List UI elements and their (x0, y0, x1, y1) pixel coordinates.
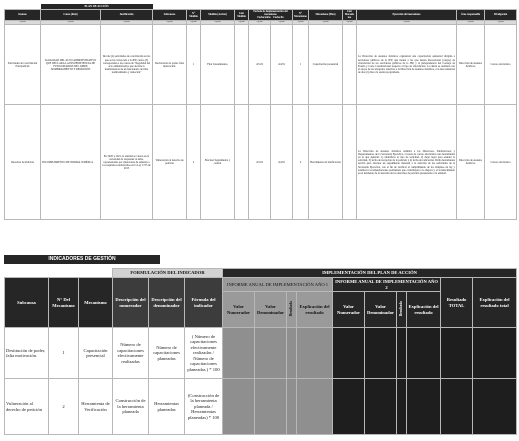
subcausa-cell: Destitución de poder, falta motivación. (5, 328, 49, 379)
desc-denominador-cell: Herramientas planeadas (149, 379, 185, 435)
explicacion-total-cell[interactable] (473, 328, 517, 379)
col-n-mecanismo: N° Mecanismo (293, 9, 309, 20)
ayuda-cell: Ayuda (343, 20, 357, 25)
explicacion-total-cell[interactable] (473, 379, 517, 435)
mecanismo-cell: Herramienta de Verificación (309, 105, 343, 220)
cod-medida-cell (235, 105, 249, 220)
subcausa-header: Subcausa (5, 278, 49, 328)
area-cell: Dirección de Asuntos Jurídicos (457, 25, 485, 105)
action-plan-table (4, 4, 517, 220)
formula-cell: ( Número de capacitaciones efectivamente realizadas / Número de capacitaciones planeadas ) * 100 (185, 328, 223, 379)
ayuda-cell: Ayuda (271, 20, 293, 25)
cod-mecanismo-cell (343, 105, 357, 220)
cod-mecanismo-cell (343, 25, 357, 105)
table-row (5, 25, 517, 105)
col-justificacion: Justificación (101, 9, 153, 20)
ejecucion-cell: La Dirección de Asuntos Jurídicos organizará una capacitación semestral dirigida a servidores públicos de la JEP, que tienen a los que tienen discrecional (cargos) de vinculación de los servidores públicos de la JEP, y la jurisprudencia del Consejo de Estado y Corte Constitucional respecto al tipo de vinculación. La charla se realizará con el apoyo de los abogados adscritos a la Dirección de Asuntos Jurídicos, con una asistencia de dos (2) días a la sesión programada. (357, 25, 457, 105)
valor-denominador-1-cell[interactable] (255, 379, 287, 435)
ayuda-cell: Ayuda (235, 20, 249, 25)
resultado-1-cell (287, 379, 297, 435)
resultado-total-cell (441, 328, 473, 379)
ayuda-cell: Ayuda (249, 20, 271, 25)
explicacion-2-cell[interactable] (407, 328, 441, 379)
resultado-2-cell (397, 379, 407, 435)
explicacion-1-cell[interactable] (297, 328, 333, 379)
valor-numerador-2-cell[interactable] (333, 379, 365, 435)
explicacion-2-header: Explicación del resultado (407, 292, 441, 328)
indicadores-title: INDICADORES DE GESTIÓN (4, 255, 160, 264)
valor-numerador-2-header: Valor Numerador (333, 292, 365, 328)
justificacion-cell: De tale (4) solicitudes de conciliación en las que se ha convocado a la JEP, cuatro (3) corresponden a las causas de "Ilegalidad del acto administrativo que declara la insubsistencia de un funcionario de libre nombramiento y remoción" (101, 25, 153, 105)
fecha-fin-label: Fecha fin (273, 16, 284, 20)
n-medida-cell: 2 (187, 105, 201, 220)
resultado-2-cell (397, 328, 407, 379)
valor-denominador-1-header: Valor Denominador (255, 292, 287, 328)
mecanismo-cell: Capacitación presencial (309, 25, 343, 105)
ayuda-cell: Ayuda (5, 20, 41, 25)
ayuda-cell: Ayuda (101, 20, 153, 25)
resultado-2-header (397, 292, 407, 328)
fecha-fin-cell: 4/4/91 (271, 25, 293, 105)
n-medida-cell: 1 (187, 25, 201, 105)
ayuda-cell: Ayuda (309, 20, 343, 25)
explicacion-2-cell[interactable] (407, 379, 441, 435)
formula-cell: (Construcción de la herramienta planeada / Herramientas planeadas) * 100 (185, 379, 223, 435)
desc-denominador-cell: Número de capacitaciones planeadas (149, 328, 185, 379)
n-mecanismo-cell: 1 (293, 25, 309, 105)
col-ejecucion: Ejecución del mecanismo (357, 9, 457, 20)
col-divulgacion: Divulgación (485, 9, 517, 20)
ayuda-cell: Ayuda (187, 20, 201, 25)
informe-ano-1: INFORME ANUAL DE IMPLEMENTACIÓN AÑO 1 (223, 278, 333, 292)
valor-denominador-2-cell[interactable] (365, 328, 397, 379)
medida-cell: Efectuar Seguimiento y control (201, 105, 235, 220)
table-row (5, 105, 517, 220)
table-row (5, 328, 517, 379)
mecanismo-cell: Capacitación presencial (79, 328, 113, 379)
cod-medida-cell (235, 25, 249, 105)
subcausa-cell: Vulneración al derecho de petición (153, 105, 187, 220)
divulgacion-cell: Correo electrónico (485, 25, 517, 105)
n-mecanismo-cell: 1 (49, 328, 79, 379)
col-periodo (249, 9, 293, 20)
insumo-cell: Solicitudes de Conciliación Extrajudicial (5, 25, 41, 105)
valor-denominador-2-header: Valor Denominador (365, 292, 397, 328)
insumo-cell: Derechos de Petición (5, 105, 41, 220)
col-causa: Causa (Raíz) (41, 9, 101, 20)
explicacion-total-header: Explicación del resultado total (473, 278, 517, 328)
ayuda-cell: Ayuda (293, 20, 309, 25)
resultado-total-header: Resultado TOTAL (441, 278, 473, 328)
ayuda-cell: Ayuda (485, 20, 517, 25)
ayuda-cell: Ayuda (41, 20, 101, 25)
resultado-1-cell (287, 328, 297, 379)
resultado-1-header (287, 292, 297, 328)
ayuda-cell: Ayuda (357, 20, 457, 25)
plan-accion-header: PLAN DE ACCIÓN (41, 4, 153, 9)
col-area: Área responsable (457, 9, 485, 20)
subcausa-cell: Vulneración al derecho de petición (5, 379, 49, 435)
col-medida: Medida (Acción) (201, 9, 235, 20)
desc-numerador-cell: Número de capacitaciones efectivamente realizadas (113, 328, 149, 379)
resultado-1-label: Resultado (289, 301, 294, 317)
justificacion-cell: En 2020 y 2021, la entidad se vieron en la necesidad de responder al tema, representadas por situaciones de omisión a los requisitos establecidos en la Ley 1755 de 2015 (101, 105, 153, 220)
fecha-inicio-cell: 4/3/22 (249, 25, 271, 105)
col-insumo: Insumo (5, 9, 41, 20)
resultado-total-cell (441, 379, 473, 435)
causa-cell: IGUALDAD DEL ACTO ADMINISTRATIVO QUE DECLARA LA INSUBSISTENCIA DE FUNCIONARIOS DEL LIBRE NOMBRAMIENTO Y REMOCIÓN (41, 25, 101, 105)
fecha-fin-cell: 4/4/91 (271, 105, 293, 220)
desc-denominador-header: Descripción del denominador (149, 278, 185, 328)
col-subcausas: Subcausas (153, 9, 187, 20)
resultado-2-label: Resultado (399, 301, 404, 317)
col-cod-mecanismo: Cód. Mecanismo (343, 9, 357, 20)
valor-denominador-2-cell[interactable] (365, 379, 397, 435)
valor-numerador-1-cell[interactable] (223, 328, 255, 379)
col-n-medida: N° Medida (187, 9, 201, 20)
col-mecanismo: Mecanismo (Plan) (309, 9, 343, 20)
table-row (5, 379, 517, 435)
mecanismo-cell: Herramienta de Verificación (79, 379, 113, 435)
ayuda-cell: Ayuda (201, 20, 235, 25)
explicacion-1-cell[interactable] (297, 379, 333, 435)
subcausa-cell: Declaración de poder, falta motivación. (153, 25, 187, 105)
mecanismo-header: Mecanismo (79, 278, 113, 328)
ejecucion-cell: La Dirección de Asuntos Jurídicos remitirá a los Directores, Subdirectores y Departamentos de la Secretaría Ejecutiva, a través de correo electrónico una herramienta en la que deberán: 1) identificar el tipo de solicitud, 2) dejar legal para atender la solicitud, 3) fecha de recepción de la petición y 4) fecha de radicación. Dicha herramienta servirá para efectuar un seguimiento mensual a la atención de las solicitudes de la Secretaría Ejecutiva, con el fin de verificar el cumplimiento de los términos de ley y establecer recomendaciones pertinentes que contribuyan a la mejora y al fortalecimiento en el momento de la atención de los derechos de petición presentados a la entidad. (357, 105, 457, 220)
n-mecanismo-header: N° Del Mecanismo (49, 278, 79, 328)
implementacion-group: IMPLEMENTACIÓN DEL PLAN DE ACCIÓN (223, 269, 517, 278)
periodo-label: Periodo de implementación del mecanismo (253, 10, 288, 17)
area-cell: Dirección de Asuntos Jurídicos (457, 105, 485, 220)
ayuda-cell: Ayuda (457, 20, 485, 25)
formula-header: Fórmula del indicador (185, 278, 223, 328)
valor-numerador-1-cell[interactable] (223, 379, 255, 435)
n-mecanismo-cell: 2 (293, 105, 309, 220)
explicacion-1-header: Explicación del resultado (297, 292, 333, 328)
medida-cell: Fijar Lineamientos (201, 25, 235, 105)
valor-numerador-1-header: Valor Numerador (223, 292, 255, 328)
desc-numerador-cell: Construcción de la herramienta planeada (113, 379, 149, 435)
n-mecanismo-cell: 2 (49, 379, 79, 435)
desc-numerador-header: Descripción del numerador (113, 278, 149, 328)
formulacion-group: FORMULACIÓN DEL INDICADOR (113, 269, 223, 278)
valor-numerador-2-cell[interactable] (333, 328, 365, 379)
indicators-table (4, 268, 517, 435)
fecha-inicio-cell: 4/3/22 (249, 105, 271, 220)
informe-ano-2: INFORME ANUAL DE IMPLEMENTACIÓN AÑO 2 (333, 278, 441, 292)
divulgacion-cell: Correo electrónico (485, 105, 517, 220)
causa-cell: INCUMPLIMIENTO DE NORMA JURÍDICA (41, 105, 101, 220)
fecha-inicio-label: Fecha inicio (257, 16, 271, 20)
col-cod-medida: Cód. Medida (235, 9, 249, 20)
valor-denominador-1-cell[interactable] (255, 328, 287, 379)
ayuda-cell: Ayuda (153, 20, 187, 25)
